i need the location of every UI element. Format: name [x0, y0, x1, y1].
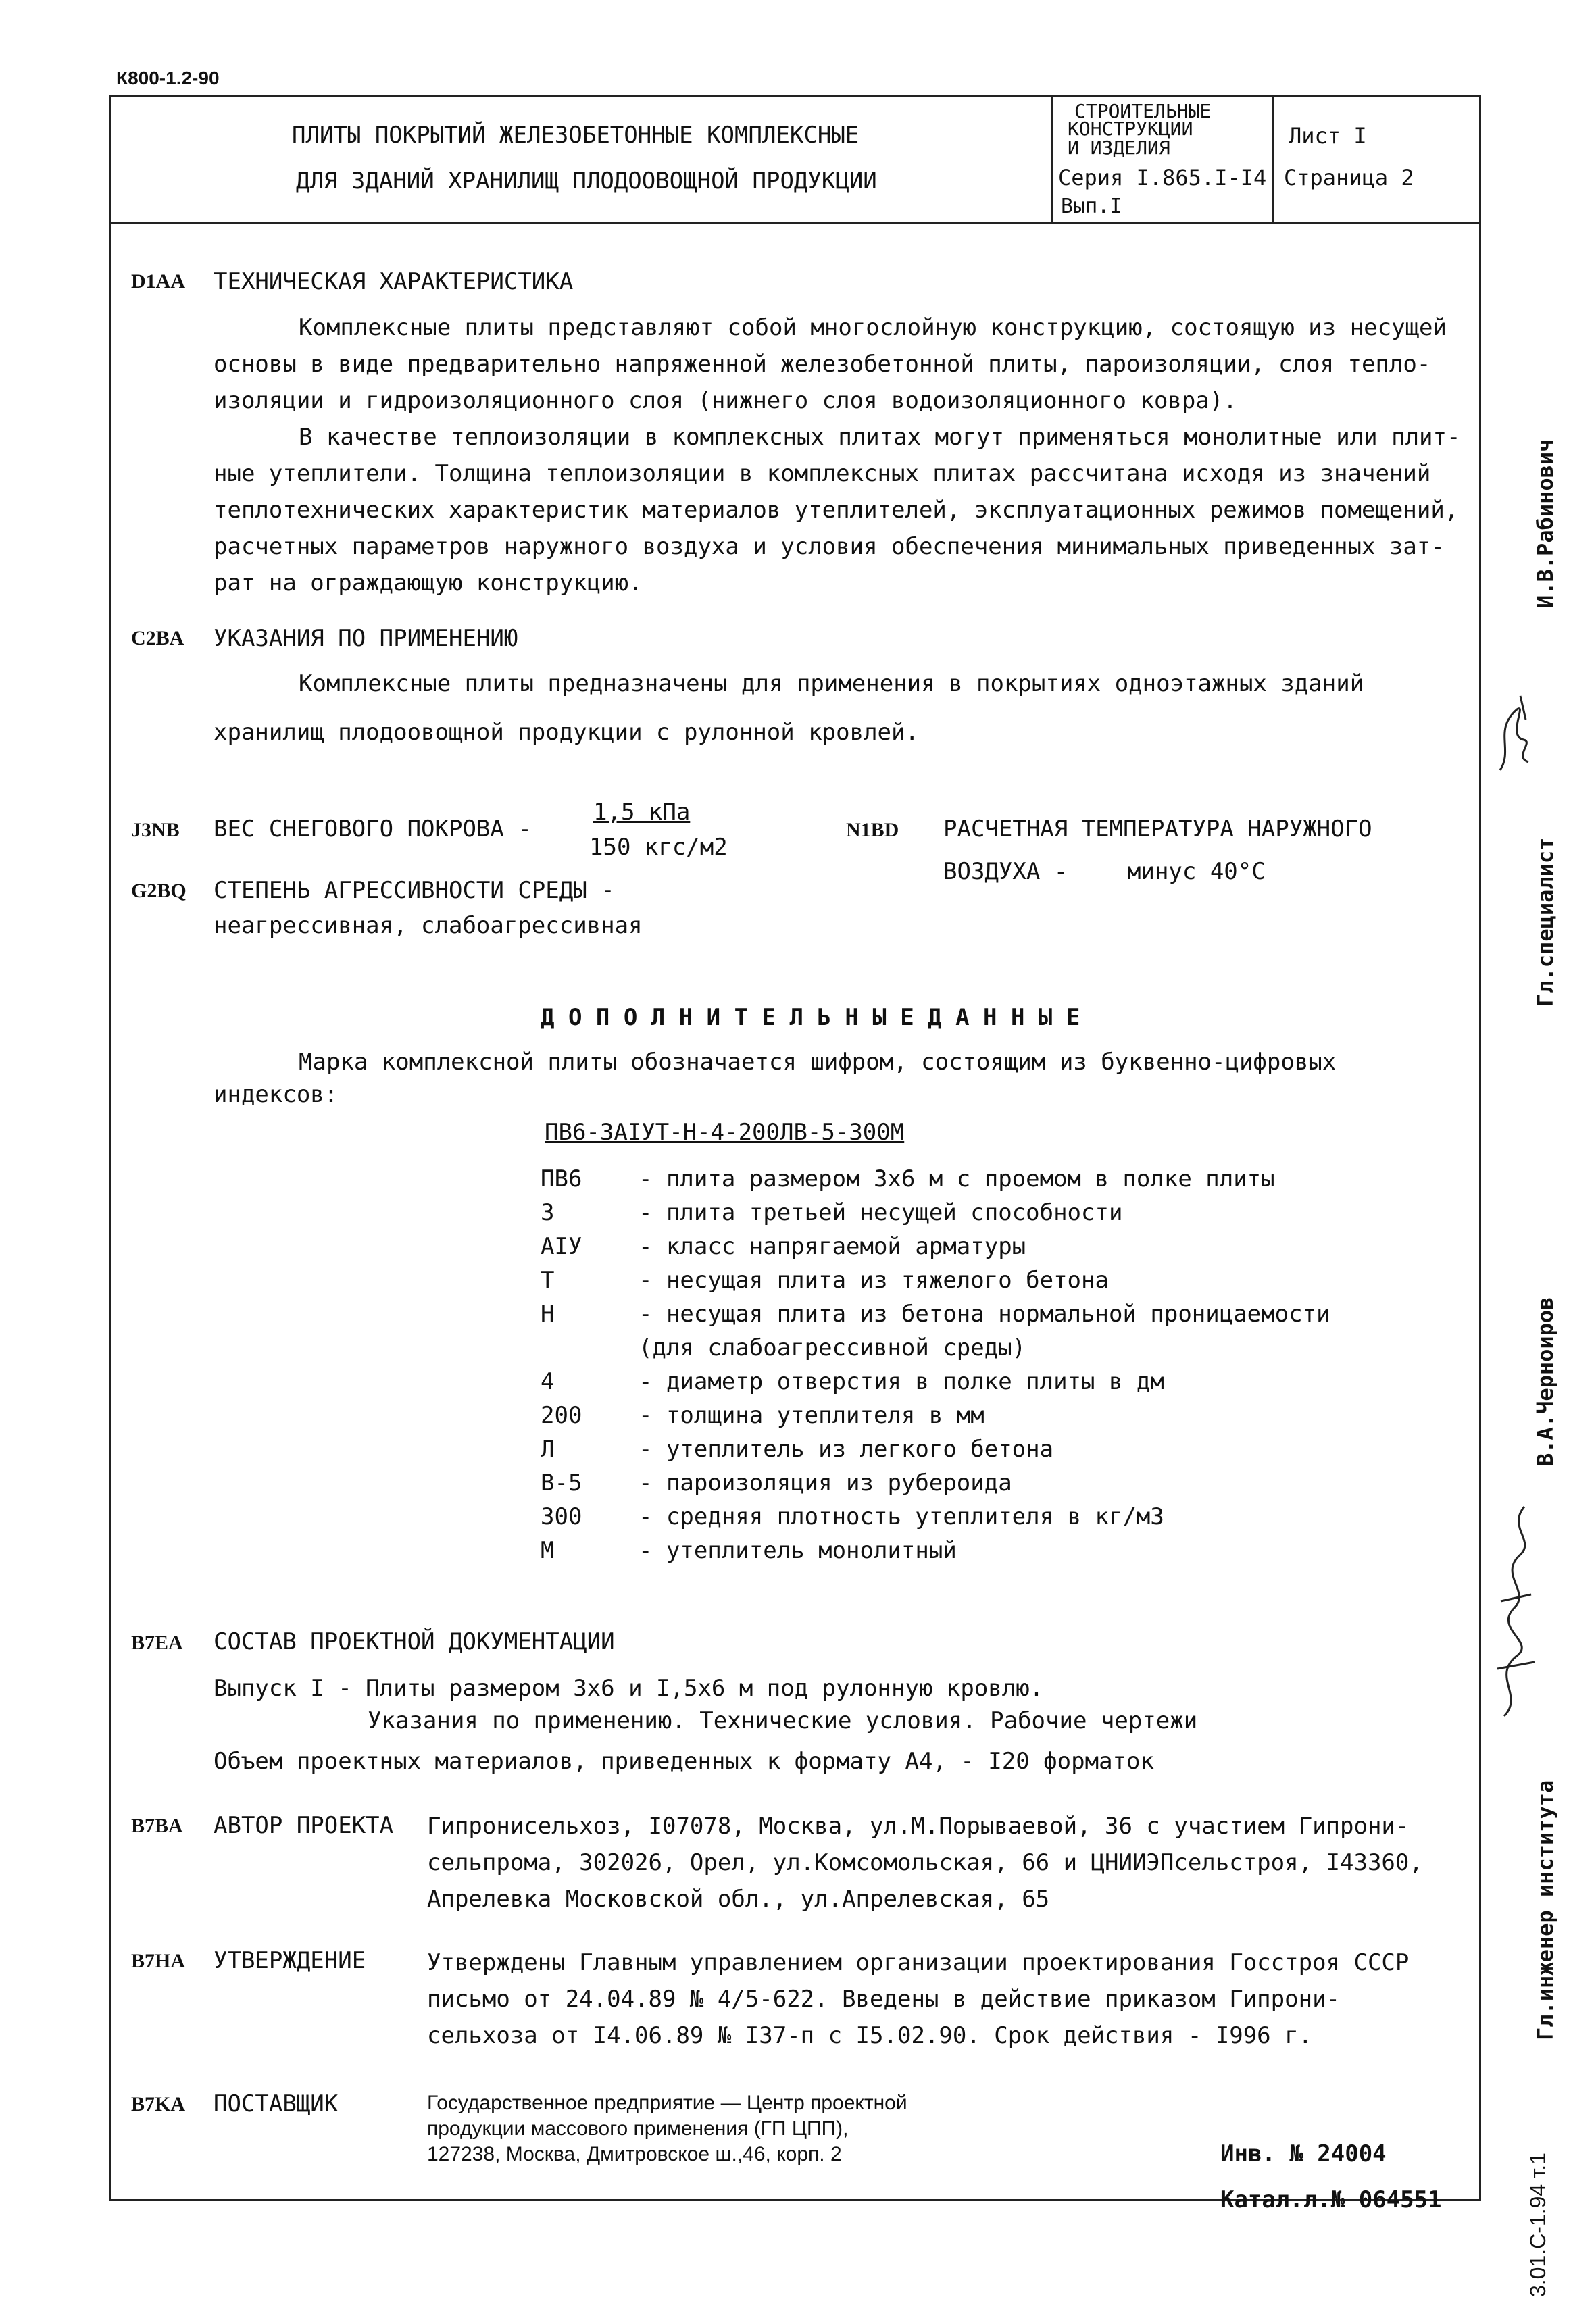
supplier-line: продукции массового применения (ГП ЦПП),	[427, 2117, 849, 2140]
header-page: Страница 2	[1284, 165, 1414, 191]
approval-text	[427, 1944, 1409, 2054]
legend-desc: - толщина утеплителя в мм	[639, 1402, 984, 1429]
header-series: Серия I.865.I-I4	[1058, 165, 1267, 191]
extra-intro1: Марка комплексной плиты обозначается шифром, состоящим из буквенно-цифровых	[299, 1049, 1337, 1076]
docs-line2: Указания по применению. Технические условия. Рабочие чертежи	[368, 1707, 1198, 1734]
header-category-3: И ИЗДЕЛИЯ	[1068, 136, 1170, 159]
tech-paragraph	[214, 309, 1460, 601]
section-heading-docs: СОСТАВ ПРОЕКТНОЙ ДОКУМЕНТАЦИИ	[214, 1628, 615, 1655]
legend-key: 4	[541, 1368, 555, 1395]
section-code-docs: B7EA	[131, 1632, 183, 1654]
header-title-line2: ДЛЯ ЗДАНИЙ ХРАНИЛИЩ ПЛОДООВОЩНОЙ ПРОДУКЦИИ	[296, 168, 877, 195]
section-heading-usage: УКАЗАНИЯ ПО ПРИМЕНЕНИЮ	[214, 625, 518, 652]
header-divider-1	[1051, 95, 1053, 222]
section-code-snow: J3NB	[131, 819, 180, 841]
legend-key: 300	[541, 1503, 582, 1530]
legend-desc: - диаметр отверстия в полке плиты в дм	[639, 1368, 1164, 1395]
temp-label1: РАСЧЕТНАЯ ТЕМПЕРАТУРА НАРУЖНОГО	[943, 815, 1372, 842]
signature-2-icon	[1484, 1500, 1545, 1723]
usage-line2: хранилищ плодоовощной продукции с рулонной кровлей.	[214, 719, 919, 746]
tech-line: основы в виде предварительно напряженной железобетонной плиты, пароизоляции, слоя тепло-	[214, 351, 1431, 378]
legend-key: АIУ	[541, 1233, 582, 1260]
section-heading-tech: ТЕХНИЧЕСКАЯ ХАРАКТЕРИСТИКА	[214, 268, 574, 295]
doc-code: К800-1.2-90	[116, 68, 220, 89]
legend-desc: - несущая плита из бетона нормальной проницаемости	[639, 1301, 1330, 1328]
author-line: Апрелевка Московской обл., ул.Апрелевская, 65	[427, 1886, 1050, 1913]
legend-key: 200	[541, 1402, 582, 1429]
header-sheet: Лист I	[1289, 123, 1367, 149]
docs-line3: Объем проектных материалов, приведенных к формату А4, - I20 форматок	[214, 1748, 1154, 1775]
supplier-catalog: Катал.л.№ 064551	[1220, 2186, 1442, 2213]
legend-desc: - класс напрягаемой арматуры	[639, 1233, 1026, 1260]
tech-line: Комплексные плиты представляют собой многослойную конструкцию, состоящую из несущей	[299, 314, 1447, 341]
legend-desc: - пароизоляция из рубероида	[639, 1469, 1012, 1496]
extra-mark: ПВ6-3АIУТ-Н-4-200ЛВ-5-300М	[545, 1119, 905, 1146]
approval-line: сельхоза от I4.06.89 № I37-п с I5.02.90. Срок действия - I996 г.	[427, 2022, 1313, 2049]
snow-value-bottom: 150 кгс/м2	[589, 834, 728, 861]
legend-key: Т	[541, 1267, 555, 1294]
header-divider-2	[1272, 95, 1274, 222]
approval-line: Утверждены Главным управлением организации проектирования Госстроя СССР	[427, 1949, 1410, 1976]
temp-value: минус 40°С	[1127, 858, 1266, 885]
section-code-supplier: B7KA	[131, 2093, 186, 2115]
margin-person1-name: И.В.Рабинович	[1532, 438, 1558, 608]
legend-key: Н	[541, 1301, 555, 1328]
temp-label2: ВОЗДУХА -	[943, 858, 1068, 885]
legend-desc: - плита размером 3х6 м с проемом в полке плиты	[639, 1165, 1275, 1192]
legend-desc: - средняя плотность утеплителя в кг/м3	[639, 1503, 1164, 1530]
margin-person2-name: В.А.Черноиров	[1532, 1297, 1558, 1466]
margin-person2-role: Гл.инженер института	[1532, 1780, 1558, 2040]
tech-line: рат на ограждающую конструкцию.	[214, 570, 643, 597]
tech-line: В качестве теплоизоляции в комплексных плитах могут применяться монолитные или плит-	[299, 424, 1461, 451]
legend-desc: - несущая плита из тяжелого бетона	[639, 1267, 1109, 1294]
aggr-label: СТЕПЕНЬ АГРЕССИВНОСТИ СРЕДЫ -	[214, 877, 615, 904]
extra-heading: Д О П О Л Н И Т Е Л Ь Н Ы Е Д А Н Н Ы Е	[541, 1004, 1080, 1031]
legend-desc: - утеплитель из легкого бетона	[639, 1436, 1054, 1463]
header-category-1: СТРОИТЕЛЬНЫЕ	[1074, 100, 1212, 122]
aggr-value: неагрессивная, слабоагрессивная	[214, 912, 643, 939]
author-text	[427, 1808, 1423, 1917]
mark-legend	[541, 1161, 1419, 1580]
signature-2	[1484, 1500, 1545, 1723]
supplier-text	[427, 2090, 907, 2167]
signature-1-icon	[1487, 689, 1541, 777]
legend-desc: - утеплитель монолитный	[639, 1537, 957, 1564]
header-category-2: КОНСТРУКЦИИ	[1068, 118, 1193, 140]
author-line: Гипронисельхоз, I07078, Москва, ул.М.Порываевой, 36 с участием Гипрони-	[427, 1813, 1410, 1840]
tech-line: теплотехнических характеристик материалов утеплителей, эксплуатационных режимов помещений,	[214, 497, 1459, 524]
snow-label: ВЕС СНЕГОВОГО ПОКРОВА -	[214, 815, 532, 842]
tech-line: расчетных параметров наружного воздуха и условия обеспечения минимальных приведенных зат-	[214, 533, 1445, 560]
margin-stamp: 3.01.С-1.94 т.1	[1526, 2153, 1550, 2297]
legend-key: ПВ6	[541, 1165, 582, 1192]
supplier-inventory: Инв. № 24004	[1220, 2140, 1387, 2167]
supplier-line: Государственное предприятие — Центр проектной	[427, 2092, 907, 2114]
section-heading-author: АВТОР ПРОЕКТА	[214, 1812, 394, 1839]
header-title-line1: ПЛИТЫ ПОКРЫТИЙ ЖЕЛЕЗОБЕТОННЫЕ КОМПЛЕКСНЫЕ	[292, 122, 859, 149]
legend-key: Л	[541, 1436, 555, 1463]
legend-key: 3	[541, 1199, 555, 1226]
legend-key: В-5	[541, 1469, 582, 1496]
header	[109, 95, 1481, 224]
header-issue: Вып.I	[1061, 195, 1122, 218]
extra-intro2: индексов:	[214, 1081, 339, 1108]
supplier-line: 127238, Москва, Дмитровское ш.,46, корп. 2	[427, 2143, 842, 2165]
section-code-approval: B7HA	[131, 1950, 186, 1972]
section-code-tech: D1AA	[131, 270, 185, 293]
snow-value-top: 1,5 кПа	[593, 799, 691, 826]
tech-line: изоляции и гидроизоляционного слоя (нижнего слоя водоизоляционного ковра).	[214, 387, 1237, 414]
section-code-temp: N1BD	[846, 819, 899, 841]
usage-line1: Комплексные плиты предназначены для применения в покрытиях одноэтажных зданий	[299, 670, 1364, 697]
signature-1	[1487, 689, 1541, 777]
author-line: сельпрома, 302026, Орел, ул.Комсомольская, 66 и ЦНИИЭПсельстроя, I43360,	[427, 1849, 1423, 1876]
docs-line1: Выпуск I - Плиты размером 3х6 и I,5х6 м под рулонную кровлю.	[214, 1675, 1044, 1702]
section-heading-approval: УТВЕРЖДЕНИЕ	[214, 1947, 366, 1974]
margin-person1-role: Гл.специалист	[1532, 837, 1558, 1007]
legend-key: М	[541, 1537, 555, 1564]
legend-desc: - плита третьей несущей способности	[639, 1199, 1123, 1226]
legend-desc: (для слабоагрессивной среды)	[639, 1334, 1026, 1361]
approval-line: письмо от 24.04.89 № 4/5-622. Введены в действие приказом Гипрони-	[427, 1986, 1341, 2013]
tech-line: ные утеплители. Толщина теплоизоляции в комплексных плитах рассчитана исходя из значений	[214, 460, 1431, 487]
section-heading-supplier: ПОСТАВЩИК	[214, 2090, 339, 2117]
section-code-usage: C2BA	[131, 627, 184, 649]
section-code-aggr: G2BQ	[131, 880, 186, 902]
section-code-author: B7BA	[131, 1815, 183, 1837]
